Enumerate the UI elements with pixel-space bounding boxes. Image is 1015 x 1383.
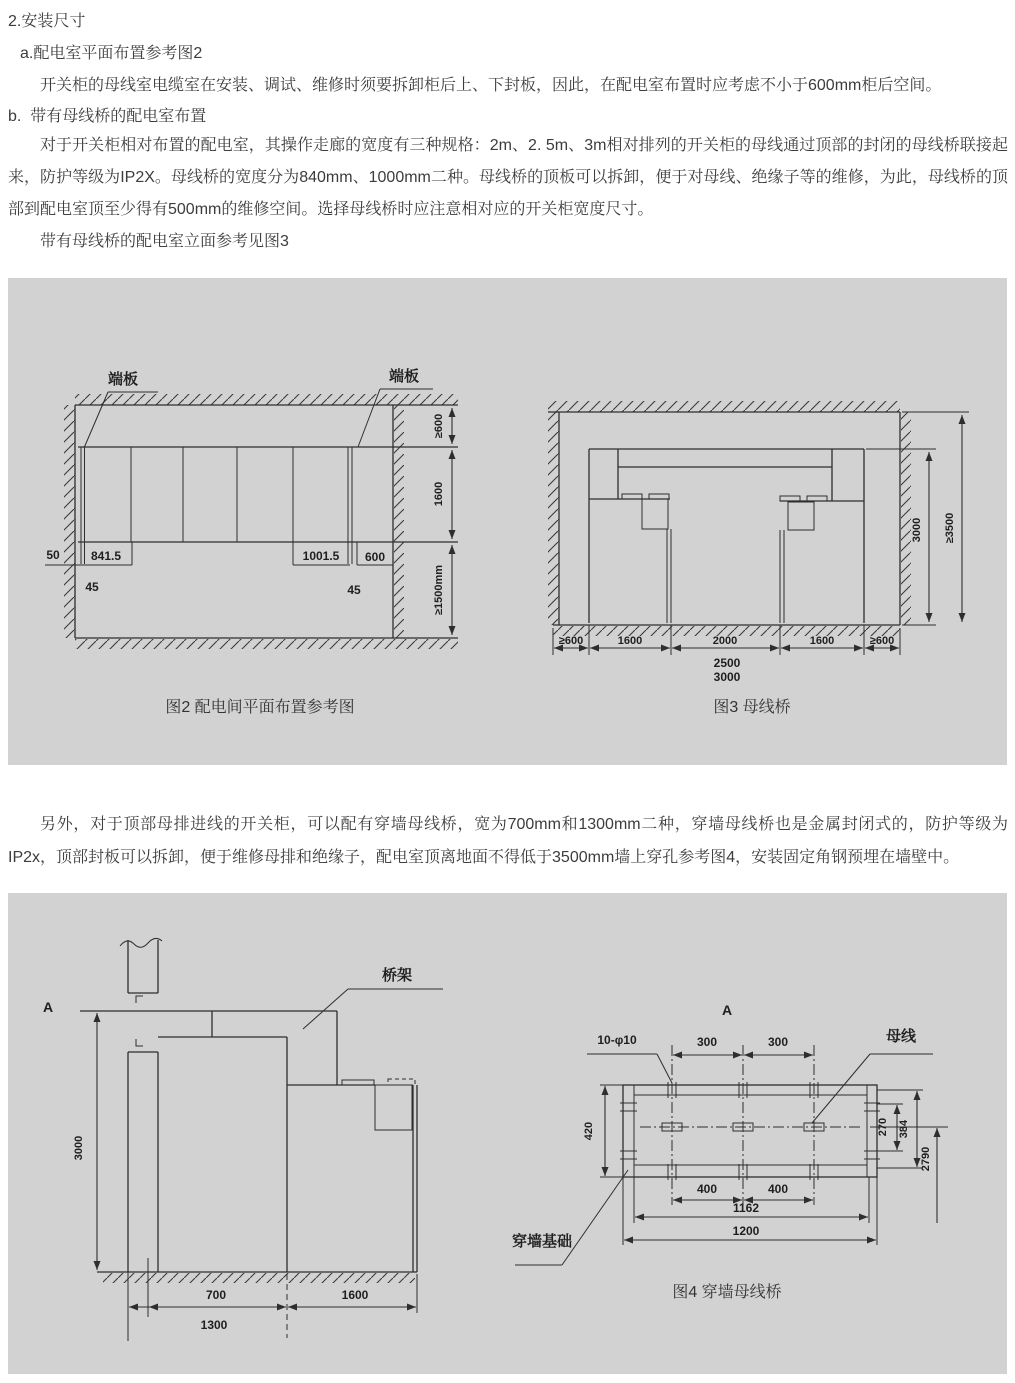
fig4r-centerlines: [640, 1045, 860, 1205]
fig2-end-plates: [81, 447, 352, 564]
fig2-dim-ge1500: ≥1500mm: [433, 564, 445, 616]
fig2-dim-1600: 1600: [433, 481, 445, 507]
fig4l-label-bridge: 桥架: [381, 967, 413, 984]
fig2-dim-50: 50: [46, 548, 60, 562]
fig4r-leader-busbar: [812, 1054, 933, 1123]
fig3-dim-3000-bottom: 3000: [713, 670, 741, 684]
fig3-dim-ge600-left: ≥600: [558, 635, 584, 647]
fig3-dim-1600-right: 1600: [809, 635, 835, 647]
fig3-bridge: [589, 449, 864, 623]
fig4r-label-busbar: 母线: [885, 1028, 917, 1045]
fig4r-dim-400-right: 400: [767, 1182, 789, 1196]
paragraph-1: 开关柜的母线室电缆室在安装、调试、维修时须要拆卸柜后上、下封板，因此，在配电室布置时应考虑不小于600mm柜后空间。: [40, 77, 942, 94]
subsection-a: a.配电室平面布置参考图2: [20, 45, 203, 62]
fig4r-dim-1200: 1200: [732, 1224, 760, 1238]
fig3-dim-3000-right: 3000: [911, 517, 923, 543]
subsection-b: b. 带有母线桥的配电室布置: [8, 108, 207, 125]
fig2-dim-45-right: 45: [347, 583, 361, 597]
fig4l-dim-1300: 1300: [200, 1318, 228, 1332]
figure2-plan-drawing: [45, 367, 458, 649]
paragraph-3: 另外，对于顶部母排进线的开关柜，可以配有穿墙母线桥，宽为700mm和1300mm二种，穿墙母线桥也是金属封闭式的，防护等级为IP2x，顶部封板可以拆卸，便于维修母排和绝缘子，配电室顶离地面不得低于3500mm墙上穿孔参考图4，安装固定角钢预埋在墙壁中。: [8, 816, 1008, 866]
floor-hatching: [103, 1273, 415, 1283]
fig4l-dim-1600: 1600: [341, 1288, 369, 1302]
figure3-busbridge-drawing: [548, 401, 969, 684]
fig4r-dim-1162: 1162: [732, 1201, 760, 1215]
fig2-dim-841-5: 841.5: [90, 549, 122, 563]
figure-panel-1: [8, 278, 1007, 765]
paragraph-2b: 带有母线桥的配电室立面参考见图3: [40, 233, 289, 250]
fig4l-dim-3000: 3000: [73, 1135, 85, 1161]
section-heading: 2.安装尺寸: [8, 13, 86, 30]
fig4l-dim-700: 700: [205, 1288, 227, 1302]
fig2-end-plate-label-right: 端板: [388, 368, 420, 385]
fig3-dim-ge3500: ≥3500: [944, 512, 956, 544]
figure-panel-1-svg: [8, 278, 1007, 765]
wall-hatching: [64, 394, 458, 649]
fig4r-leader-foundation: [515, 1170, 628, 1265]
fig4l-wall: [128, 940, 158, 1272]
fig4r-leader-holes: [587, 1054, 672, 1083]
fig4r-dim-300-right: 300: [767, 1035, 789, 1049]
fig4r-dim-384: 384: [898, 1119, 910, 1139]
fig2-end-plate-label-left: 端板: [107, 371, 139, 388]
fig4l-wall-break-line: [120, 938, 162, 947]
fig2-dim-1001-5: 1001.5: [302, 549, 340, 563]
fig4r-dim-270: 270: [877, 1117, 889, 1137]
fig4r-label-a: A: [721, 1002, 733, 1018]
fig3-dim-2500: 2500: [713, 656, 741, 670]
fig4l-duct: [158, 1011, 287, 1037]
fig4l-anchor-marks: [136, 996, 143, 1046]
fig4l-extension-lines: [128, 1258, 417, 1341]
figure-panel-2-svg: [8, 893, 1007, 1374]
wall-hatching: [548, 401, 911, 636]
fig2-dim-ge600: ≥600: [433, 413, 445, 439]
figure2-caption: 图2 配电间平面布置参考图: [165, 699, 355, 716]
figure3-caption: 图3 母线桥: [713, 699, 791, 716]
fig3-left-cabinet: [589, 494, 671, 623]
paragraph-2: 对于开关柜相对布置的配电室，其操作走廊的宽度有三种规格：2m、2. 5m、3m相对排列的开关柜的母线通过顶部的封闭的母线桥联接起来，防护等级为IP2X。母线桥的宽度分为840mm、1000mm二种。母线桥的顶板可以拆卸，便于对母线、绝缘子等的维修，为此，母线桥的顶部到配电室顶至少得有500mm的维修空间。选择母线桥时应注意相对应的开关柜宽度尺寸。: [8, 137, 1008, 218]
fig4r-label-holes: 10-φ10: [597, 1033, 637, 1047]
figure4-caption: 图4 穿墙母线桥: [672, 1284, 782, 1301]
fig4r-ext-420: [600, 1085, 623, 1177]
fig3-dim-ge600-right: ≥600: [869, 635, 895, 647]
fig4r-dim-420: 420: [583, 1121, 595, 1141]
figure4-plate-drawing: [512, 1002, 948, 1265]
fig3-right-cabinet: [780, 496, 864, 623]
fig4r-label-foundation: 穿墙基础: [511, 1233, 573, 1250]
fig4r-dim-400-left: 400: [696, 1182, 718, 1196]
fig4r-dim-2790: 2790: [920, 1146, 932, 1172]
fig4l-label-a: A: [42, 999, 54, 1015]
fig4r-dim-300-left: 300: [696, 1035, 718, 1049]
fig2-dim-45-left: 45: [85, 580, 99, 594]
fig3-dim-2000: 2000: [712, 635, 738, 647]
fig4l-leader-line: [303, 989, 443, 1029]
figure-panel-2: [8, 893, 1007, 1374]
fig2-dim-600: 600: [364, 550, 386, 564]
fig4l-chute: [287, 1011, 337, 1085]
fig2-cabinet-dividers: [131, 447, 293, 542]
fig4l-cabinet: [287, 1079, 417, 1272]
figure4-section-drawing: [43, 938, 443, 1341]
fig3-dim-1600-left: 1600: [617, 635, 643, 647]
